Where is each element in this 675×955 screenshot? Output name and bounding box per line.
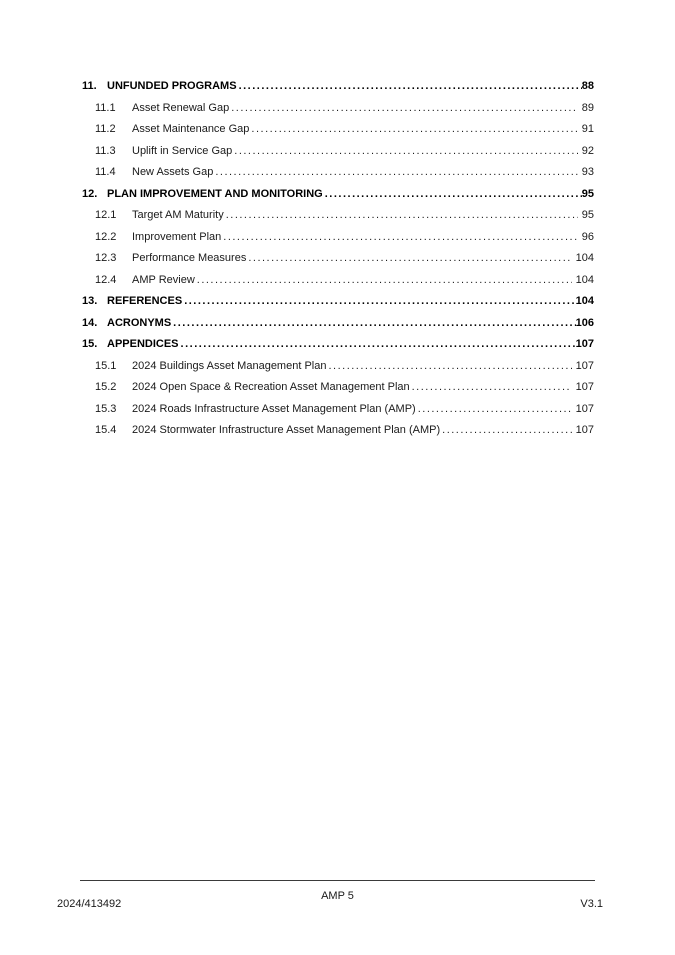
dot-leader	[197, 270, 572, 292]
toc-entry[interactable]	[82, 76, 594, 98]
dot-leader	[215, 162, 577, 184]
toc-entry-title: Improvement Plan	[132, 230, 222, 243]
footer-doc-number: 2024/413492	[57, 898, 122, 910]
toc-entry-number: 12.1	[95, 209, 117, 221]
toc-entry-number: 12.3	[95, 252, 117, 264]
toc-entry-title: REFERENCES	[107, 295, 183, 307]
toc-entry-number: 11.4	[95, 166, 116, 178]
table-of-contents	[82, 76, 594, 442]
toc-entry-page: 88	[581, 80, 594, 92]
toc-entry[interactable]	[82, 119, 594, 141]
toc-entry-page: 93	[581, 166, 594, 178]
toc-entry[interactable]	[82, 205, 594, 227]
toc-entry-page: 107	[575, 424, 594, 436]
toc-entry-number: 11.	[82, 80, 97, 92]
toc-entry-title: 2024 Stormwater Infrastructure Asset Management Plan (AMP)	[132, 424, 441, 436]
toc-entry[interactable]	[82, 420, 594, 442]
toc-entry-number: 15.1	[95, 359, 117, 372]
toc-entry-number: 11.1	[95, 101, 116, 114]
toc-entry-title: 2024 Open Space & Recreation Asset Management Plan	[132, 381, 410, 393]
toc-entry-number: 11.2	[95, 123, 116, 135]
toc-entry-page: 104	[575, 295, 594, 307]
toc-entry-number: 12.2	[95, 230, 117, 243]
dot-leader	[231, 98, 578, 120]
dot-leader	[442, 420, 572, 442]
toc-entry[interactable]	[82, 141, 594, 163]
footer-rule	[80, 880, 595, 881]
toc-entry-title: ACRONYMS	[107, 316, 172, 329]
toc-entry[interactable]	[82, 227, 594, 249]
toc-entry-number: 11.3	[95, 144, 116, 157]
toc-entry-page: 92	[581, 144, 594, 157]
dot-leader	[412, 377, 572, 399]
toc-entry[interactable]	[82, 162, 594, 184]
toc-entry-title: AMP Review	[132, 273, 195, 286]
toc-entry-page: 96	[581, 230, 594, 243]
toc-entry-page: 107	[575, 338, 594, 350]
toc-entry-title: Asset Maintenance Gap	[132, 123, 250, 135]
footer-version: V3.1	[580, 898, 603, 910]
dot-leader	[251, 119, 577, 141]
toc-entry[interactable]	[82, 377, 594, 399]
toc-entry[interactable]	[82, 399, 594, 421]
dot-leader	[181, 334, 576, 356]
toc-entry-page: 95	[581, 209, 594, 221]
toc-entry-page: 104	[575, 252, 594, 264]
toc-entry-number: 15.2	[95, 381, 117, 393]
toc-entry[interactable]	[82, 248, 594, 270]
dot-leader	[184, 291, 575, 313]
dot-leader	[418, 399, 572, 421]
toc-entry-page: 104	[575, 273, 594, 286]
toc-entry-page: 106	[575, 316, 594, 329]
footer-center-label: AMP 5	[321, 890, 354, 902]
toc-entry-page: 107	[575, 402, 594, 415]
toc-entry-title: Asset Renewal Gap	[132, 101, 230, 114]
toc-entry[interactable]	[82, 313, 594, 335]
toc-entry[interactable]	[82, 356, 594, 378]
toc-entry-number: 12.	[82, 187, 98, 200]
toc-entry-number: 15.3	[95, 402, 117, 415]
toc-entry[interactable]	[82, 184, 594, 206]
toc-entry-number: 12.4	[95, 273, 117, 286]
dot-leader	[234, 141, 577, 163]
toc-entry-page: 107	[575, 359, 594, 372]
toc-entry[interactable]	[82, 334, 594, 356]
toc-entry[interactable]	[82, 270, 594, 292]
toc-entry-page: 95	[581, 187, 594, 200]
toc-entry-number: 15.4	[95, 424, 117, 436]
dot-leader	[325, 184, 582, 206]
dot-leader	[226, 205, 578, 227]
toc-entry-page: 89	[581, 101, 594, 114]
toc-entry-title: New Assets Gap	[132, 166, 214, 178]
toc-entry-title: PLAN IMPROVEMENT AND MONITORING	[107, 187, 323, 200]
toc-entry-title: 2024 Buildings Asset Management Plan	[132, 359, 327, 372]
dot-leader	[239, 76, 582, 98]
toc-entry-page: 91	[581, 123, 594, 135]
toc-entry-page: 107	[575, 381, 594, 393]
toc-entry-title: Uplift in Service Gap	[132, 144, 233, 157]
toc-entry-number: 13.	[82, 295, 98, 307]
toc-entry-number: 15.	[82, 338, 98, 350]
dot-leader	[248, 248, 571, 270]
toc-entry[interactable]	[82, 98, 594, 120]
toc-entry-title: Target AM Maturity	[132, 209, 224, 221]
toc-entry-title: 2024 Roads Infrastructure Asset Management Plan (AMP)	[132, 402, 416, 415]
dot-leader	[223, 227, 577, 249]
dot-leader	[173, 313, 575, 335]
dot-leader	[328, 356, 571, 378]
toc-entry-title: Performance Measures	[132, 252, 247, 264]
toc-entry-number: 14.	[82, 316, 98, 329]
toc-entry-title: UNFUNDED PROGRAMS	[107, 80, 237, 92]
toc-entry[interactable]	[82, 291, 594, 313]
toc-entry-title: APPENDICES	[107, 338, 179, 350]
